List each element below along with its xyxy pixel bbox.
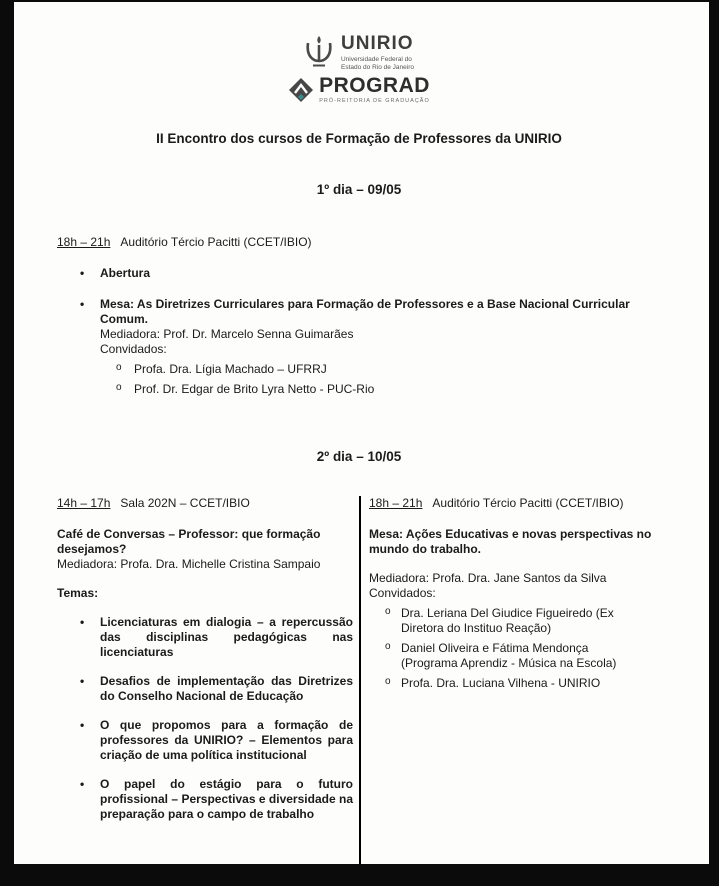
- day1-guests-label: Convidados:: [100, 341, 167, 356]
- list-item: [80, 297, 661, 397]
- bullet-icon: •: [80, 776, 85, 791]
- unirio-wordmark-block: [341, 32, 414, 71]
- unirio-wordmark: UNIRIO: [341, 33, 414, 54]
- header-logos: [57, 32, 661, 105]
- day2-guest: Profa. Dra. Luciana Vilhena - UNIRIO: [401, 675, 601, 690]
- day1-mesa-title: Mesa: As Diretrizes Curriculares para Formação de Professores e a Base Nacional Curricular Comum.: [100, 296, 630, 326]
- list-item: [80, 777, 353, 822]
- day1-heading: 1º dia – 09/05: [316, 182, 402, 198]
- circle-bullet-icon: o: [385, 605, 391, 617]
- day2-left-session-title: Café de Conversas – Professor: que formação desejamos?: [57, 526, 321, 556]
- circle-bullet-icon: o: [116, 381, 122, 393]
- theme-item: O papel do estágio para o futuro profissional – Perspectivas e diversidade na preparação para o campo de trabalho: [100, 776, 353, 821]
- day2-left-session-line: [57, 496, 353, 511]
- day1-mediator: Mediadora: Prof. Dr. Marcelo Senna Guimarães: [100, 326, 354, 341]
- list-item: [80, 266, 661, 281]
- list-item: [369, 676, 661, 691]
- prograd-subtitle: PRÓ-REITORIA DE GRADUAÇÃO: [319, 98, 430, 105]
- day1-guest: Prof. Dr. Edgar de Brito Lyra Netto - PUC-Rio: [134, 381, 375, 396]
- day2-left-themes-label: Temas:: [57, 585, 99, 600]
- theme-item: Licenciaturas em dialogia – a repercussão das disciplinas pedagógicas nas licenciaturas: [100, 614, 353, 659]
- day2-right-session-line: [369, 496, 661, 511]
- prograd-wordmark: PROGRAD: [319, 74, 430, 98]
- document-page: [14, 2, 709, 864]
- day1-agenda: [57, 266, 661, 397]
- column-divider: [359, 496, 361, 864]
- day2-right-column: [369, 496, 661, 864]
- prograd-diamond-icon: [288, 77, 314, 103]
- day2-right-mediator: Mediadora: Profa. Dra. Jane Santos da Silva: [369, 570, 607, 585]
- day2-left-mediator: Mediadora: Profa. Dra. Michelle Cristina Sampaio: [57, 556, 321, 571]
- day2-left-session-location: Sala 202N – CCET/IBIO: [120, 495, 250, 510]
- day2-guest: Daniel Oliveira e Fátima Mendonça (Programa Aprendiz - Música na Escola): [401, 640, 617, 670]
- circle-bullet-icon: o: [385, 675, 391, 687]
- prograd-wordmark-block: [319, 75, 430, 105]
- theme-item: O que propomos para a formação de professores da UNIRIO? – Elementos para criação de uma política institucional: [100, 717, 353, 762]
- unirio-logo: [304, 32, 414, 71]
- list-item: [369, 606, 661, 636]
- document-title: II Encontro dos cursos de Formação de Professores da UNIRIO: [156, 131, 562, 147]
- circle-bullet-icon: o: [385, 640, 391, 652]
- day2-columns: [57, 496, 661, 864]
- day2-left-theme-list: [57, 615, 353, 822]
- bullet-icon: •: [80, 614, 85, 629]
- day2-left-session-time: 14h – 17h: [57, 495, 111, 510]
- unirio-subtitle: [341, 56, 414, 72]
- prograd-logo: [288, 75, 430, 105]
- list-item: [80, 615, 353, 660]
- day1-session-time: 18h – 21h: [57, 234, 111, 249]
- bullet-icon: •: [80, 673, 85, 688]
- day1-session-location: Auditório Tércio Pacitti (CCET/IBIO): [120, 234, 312, 249]
- day2-guest: Dra. Leriana Del Giudice Figueiredo (Ex Diretora do Instituo Reação): [401, 605, 614, 635]
- day2-left-column: [57, 496, 353, 864]
- day2-right-session-title: Mesa: Ações Educativas e novas perspectivas no mundo do trabalho.: [369, 526, 652, 556]
- theme-item: Desafios de implementação das Diretrizes do Conselho Nacional de Educação: [100, 673, 353, 703]
- unirio-subtitle-line1: Universidade Federal do: [341, 55, 412, 63]
- day2-right-guests-label: Convidados:: [369, 585, 436, 600]
- day2-right-session-time: 18h – 21h: [369, 495, 423, 510]
- list-item: [80, 674, 353, 704]
- day2-heading: 2º dia – 10/05: [316, 448, 402, 464]
- day1-guest: Profa. Dra. Lígia Machado – UFRRJ: [134, 361, 327, 376]
- day1-session-line: [57, 235, 661, 250]
- bullet-icon: •: [80, 296, 85, 311]
- bullet-icon: •: [80, 265, 85, 280]
- list-item: [100, 362, 661, 377]
- list-item: [100, 382, 661, 397]
- list-item: [369, 641, 661, 671]
- day1-opening-label: Abertura: [100, 265, 151, 280]
- unirio-subtitle-line2: Estado do Rio de Janeiro: [341, 63, 414, 71]
- unirio-torch-icon: [304, 35, 334, 69]
- bullet-icon: •: [80, 717, 85, 732]
- circle-bullet-icon: o: [116, 361, 122, 373]
- list-item: [80, 718, 353, 763]
- day2-right-session-location: Auditório Tércio Pacitti (CCET/IBIO): [432, 495, 624, 510]
